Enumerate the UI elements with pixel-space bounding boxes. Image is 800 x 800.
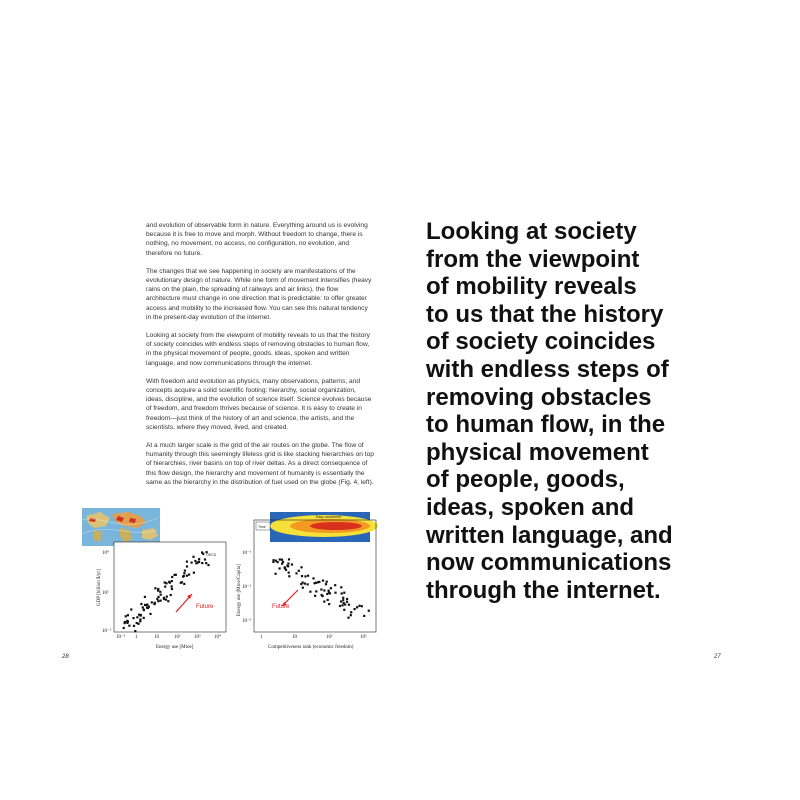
scatter-point — [171, 588, 173, 590]
scatter-point — [341, 592, 343, 594]
scatter-point — [304, 575, 306, 577]
scatter-point — [198, 561, 200, 563]
x-tick: 10 — [154, 635, 159, 640]
scatter-point — [304, 583, 306, 585]
x-tick: 10⁴ — [214, 635, 221, 640]
y-tick: 10⁴ — [102, 551, 109, 556]
scatter-point — [127, 620, 129, 622]
scatter-point — [171, 576, 173, 578]
pull-quote — [426, 218, 716, 604]
scatter-point — [275, 573, 277, 575]
x-axis-label-left: Energy use [Mtoe] — [156, 645, 194, 650]
x-tick: 1 — [260, 635, 263, 640]
scatter-point — [157, 600, 159, 602]
scatter-point — [343, 592, 345, 594]
scatter-point — [144, 596, 146, 598]
scatter-point — [281, 563, 283, 565]
scatter-point — [143, 617, 145, 619]
scatter-point — [348, 604, 350, 606]
pull-quote-line: removing obstacles — [426, 383, 652, 411]
scatter-point — [301, 575, 303, 577]
y-tick: 10⁻² — [242, 585, 252, 590]
scatter-point — [358, 605, 360, 607]
figure-left-svg — [80, 508, 230, 658]
scatter-point — [288, 558, 290, 560]
scatter-point — [144, 604, 146, 606]
pull-quote-line: through the internet. — [426, 576, 661, 604]
scatter-point — [207, 564, 209, 566]
x-tick: 10 — [292, 635, 297, 640]
future-label-left: Future — [196, 604, 214, 610]
inset-label: Easy movement — [316, 515, 342, 519]
scatter-point — [165, 599, 167, 601]
scatter-point — [184, 570, 186, 572]
scatter-point — [321, 594, 323, 596]
scatter-point — [168, 581, 170, 583]
figure-left — [80, 508, 230, 658]
scatter-point — [340, 586, 342, 588]
pull-quote-line: from the viewpoint — [426, 245, 640, 273]
scatter-point — [166, 596, 168, 598]
pull-quote-line: to human flow, in the — [426, 411, 666, 439]
scatter-point — [344, 603, 346, 605]
scatter-point — [347, 617, 349, 619]
scatter-point — [160, 600, 162, 602]
pull-quote-line: written language, and — [426, 521, 673, 549]
scatter-point — [323, 601, 325, 603]
scatter-point — [354, 608, 356, 610]
pull-quote-line: ideas, spoken and — [426, 493, 635, 521]
pull-quote-line: Looking at society — [426, 218, 637, 245]
scatter-point — [291, 563, 293, 565]
scatter-point — [146, 604, 148, 606]
scatter-point — [318, 581, 320, 583]
scatter-point — [140, 615, 142, 617]
scatter-point — [300, 566, 302, 568]
paragraph-5: At a much larger scale is the grid of the air routes on the globe. The flow of humanity through this seemingly lifeless grid is like stacking hierarchies on top of hierarchies, river basins on top of river deltas. As a direct consequence of this flow design, the hierarchy and movement of humanity is essentially the same as the hierarchy in the distribution of fuel used on the globe (Fig. 4, left). — [146, 442, 374, 486]
scatter-point — [312, 577, 314, 579]
paragraph-4: With freedom and evolution as physics, many observations, patterns, and concepts acquire a solid scientific footing: hierarchy, social organization, ideas, discipline, and the evolution of science itself. Science evolves because of freedom, and freedom thrives because of science. It is easy to create in freedom—just think of the history of art and science, the artists, and the scientists, where they moved, lived, and created. — [146, 377, 372, 431]
y-tick: 10⁻¹ — [242, 551, 252, 556]
scatter-point — [279, 567, 281, 569]
scatter-point — [281, 559, 283, 561]
paragraph-3: Looking at society from the viewpoint of mobility reveals to us that the history of society coincides with endless steps of removing obstacles to human flow, in the physical movement of people, goods, ideas, spoken and written language, and now communications through the internet. — [146, 332, 370, 367]
scatter-point — [153, 603, 155, 605]
scatter-point — [307, 583, 309, 585]
scatter-point — [134, 630, 136, 632]
scatter-point — [130, 608, 132, 610]
x-tick: 1 — [135, 635, 138, 640]
scatter-point — [157, 590, 159, 592]
x-tick: 10⁻² — [116, 635, 126, 640]
scatter-point — [174, 574, 176, 576]
y-axis-label-right: Energy use [Mtoe/Capita] — [237, 564, 242, 616]
scatter-point — [160, 594, 162, 596]
scatter-point — [314, 595, 316, 597]
scatter-point — [363, 615, 365, 617]
scatter-point — [124, 621, 126, 623]
scatter-point — [181, 581, 183, 583]
scatter-point — [164, 581, 166, 583]
scatter-point — [186, 561, 188, 563]
scatter-point — [171, 585, 173, 587]
scatter-point — [151, 601, 153, 603]
scatter-point — [123, 627, 125, 629]
right-page-number: 27 — [714, 654, 721, 660]
scatter-point — [350, 614, 352, 616]
scatter-point — [340, 600, 342, 602]
scatter-point — [325, 583, 327, 585]
scatter-point — [320, 588, 322, 590]
y-axis-label-left: GDP [billion $/yr] — [97, 569, 102, 606]
scatter-point — [315, 582, 317, 584]
x-tick: 10³ — [194, 635, 201, 640]
scatter-point — [309, 591, 311, 593]
scatter-point — [328, 603, 330, 605]
time-label: Time — [258, 525, 266, 529]
scatter-point — [326, 581, 328, 583]
scatter-point — [140, 603, 142, 605]
scatter-point — [125, 615, 127, 617]
scatter-point — [323, 589, 325, 591]
scatter-point — [302, 582, 304, 584]
scatter-point — [287, 562, 289, 564]
pull-quote-line: physical movement — [426, 438, 649, 466]
pull-quote-line: with endless steps of — [426, 355, 669, 383]
scatter-point — [136, 616, 138, 618]
scatter-point — [339, 605, 341, 607]
scatter-point — [201, 562, 203, 564]
scatter-point — [204, 558, 206, 560]
scatter-point — [279, 558, 281, 560]
scatter-point — [148, 606, 150, 608]
scatter-point — [350, 611, 352, 613]
scatter-point — [128, 625, 130, 627]
scatter-point — [170, 594, 172, 596]
scatter-point — [191, 562, 193, 564]
paragraph-2: The changes that we see happening in society are manifestations of the evolutionary design of nature. While one form of movement intensifies (heavy rains on the plain, the spreading of railways and air links), the flow architecture must change in one direction that is predictable: to offer greater access and mobility to the increased flow. You can see this natural tendency in the present-day evolution of the internet. — [146, 267, 372, 321]
scatter-point — [186, 575, 188, 577]
pull-quote-line: of people, goods, — [426, 466, 625, 494]
scatter-point — [298, 570, 300, 572]
scatter-point — [288, 575, 290, 577]
x-tick: 10² — [174, 635, 181, 640]
scatter-point — [342, 604, 344, 606]
x-axis-label-right: Competitiveness rank (economic freedom) — [268, 645, 354, 650]
y-tick: 10⁻¹ — [102, 629, 112, 634]
future-label-right: Future — [272, 604, 290, 610]
figure-right — [232, 508, 382, 658]
pull-quote-line: of society coincides — [426, 328, 656, 356]
scatter-point — [183, 572, 185, 574]
left-page-number: 28 — [62, 654, 69, 660]
scatter-point — [143, 609, 145, 611]
scatter-point — [327, 599, 329, 601]
world-map-image — [82, 508, 160, 546]
y-tick: 10² — [102, 591, 109, 596]
scatter-point — [183, 583, 185, 585]
y-tick: 10⁻³ — [242, 619, 252, 624]
scatter-point — [346, 601, 348, 603]
scatter-point — [186, 565, 188, 567]
scatter-point — [139, 620, 141, 622]
scatter-point — [342, 599, 344, 601]
pull-quote-line: to us that the history — [426, 300, 664, 328]
scatter-point — [201, 551, 203, 553]
oecd-label: OECD — [206, 553, 217, 557]
scatter-point — [137, 623, 139, 625]
scatter-point — [272, 561, 274, 563]
paragraph-1: and evolution of observable form in nature. Everything around us is evolving because it is free to move and morph. Without freedom to change, there is nothing, no movement, no access, no configuration, no evolution, and therefore no future. — [146, 222, 368, 257]
scatter-point — [198, 558, 200, 560]
scatter-point — [315, 590, 317, 592]
scatter-point — [156, 598, 158, 600]
pull-quote-line: now communications — [426, 549, 672, 577]
scatter-point — [154, 587, 156, 589]
scatter-point — [346, 598, 348, 600]
scatter-point — [188, 574, 190, 576]
scatter-point — [159, 591, 161, 593]
scatter-point — [288, 572, 290, 574]
scatter-point — [330, 587, 332, 589]
scatter-point — [356, 606, 358, 608]
scatter-point — [302, 587, 304, 589]
scatter-point — [343, 609, 345, 611]
scatter-point — [334, 584, 336, 586]
scatter-point — [322, 580, 324, 582]
pull-quote-line: of mobility reveals — [426, 273, 637, 301]
flow-inset-image — [270, 512, 378, 542]
scatter-point — [205, 562, 207, 564]
scatter-point — [157, 596, 159, 598]
scatter-point — [368, 610, 370, 612]
scatter-point — [194, 560, 196, 562]
scatter-point — [132, 617, 134, 619]
scatter-point — [284, 567, 286, 569]
scatter-point — [193, 572, 195, 574]
scatter-point — [307, 575, 309, 577]
scatter-point — [328, 590, 330, 592]
scatter-point — [295, 572, 297, 574]
scatter-point — [183, 575, 185, 577]
x-tick: 10³ — [360, 635, 367, 640]
scatter-point — [342, 597, 344, 599]
scatter-point — [326, 593, 328, 595]
scatter-point — [286, 565, 288, 567]
scatter-point — [149, 613, 151, 615]
left-page-body — [146, 221, 374, 496]
scatter-point — [334, 592, 336, 594]
scatter-point — [361, 605, 363, 607]
scatter-point — [167, 600, 169, 602]
scatter-point — [163, 598, 165, 600]
scatter-point — [142, 606, 144, 608]
figure-right-svg — [232, 508, 382, 658]
scatter-point — [192, 556, 194, 558]
x-tick: 10² — [326, 635, 333, 640]
scatter-point — [133, 625, 135, 627]
scatter-point — [171, 580, 173, 582]
scatter-point — [127, 614, 129, 616]
scatter-point — [164, 586, 166, 588]
scatter-point — [277, 561, 279, 563]
